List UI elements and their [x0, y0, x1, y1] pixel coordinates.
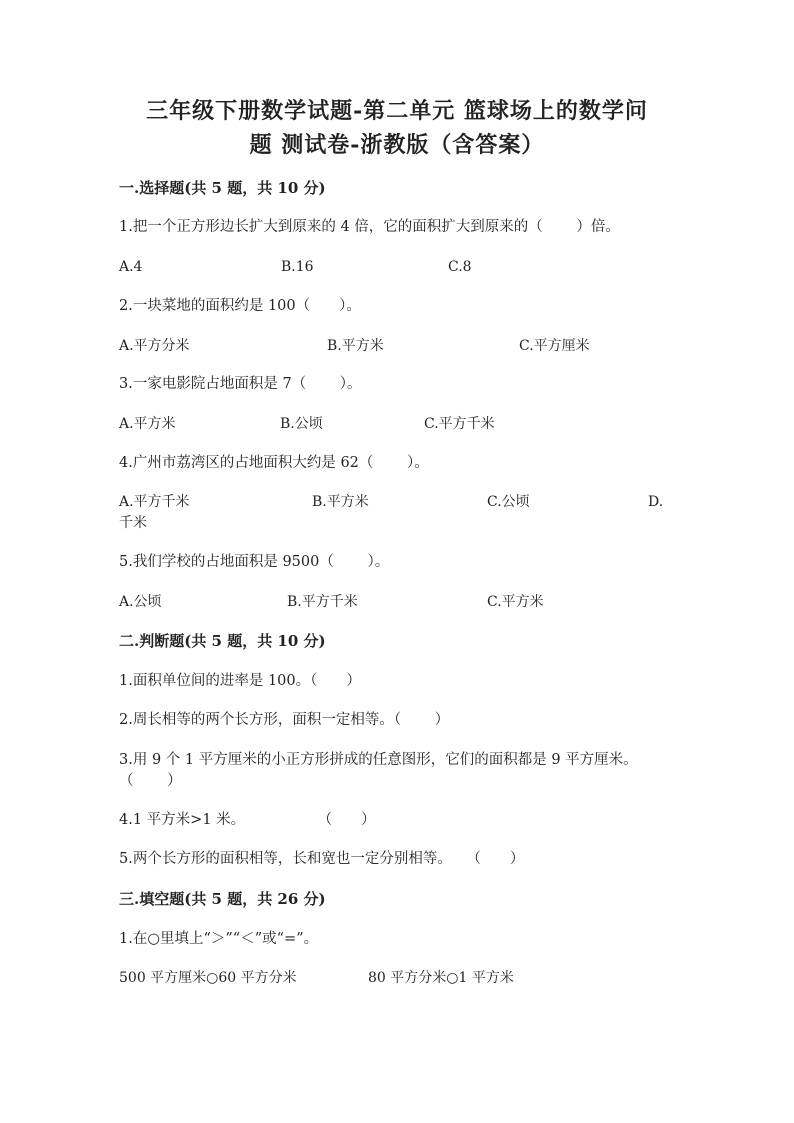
- s1-question-5: 5.我们学校的占地面积是 9500（ ）。: [119, 554, 390, 570]
- s1-q1-option-b: B.16: [281, 259, 314, 275]
- s1-q4-option-b: B.平方米: [312, 494, 369, 510]
- s1-q2-option-b: B.平方米: [327, 338, 384, 354]
- exam-title-line-1: 三年级下册数学试题-第二单元 篮球场上的数学问: [146, 98, 648, 124]
- s3-q1-item-b: 80 平方分米○1 平方米: [368, 970, 514, 986]
- s1-q4-option-d: D.: [648, 494, 664, 510]
- s1-question-1: 1.把一个正方形边长扩大到原来的 4 倍，它的面积扩大到原来的（ ）倍。: [119, 219, 620, 235]
- s1-q5-option-c: C.平方米: [487, 594, 544, 610]
- s1-question-2: 2.一块菜地的面积约是 100（ ）。: [119, 298, 361, 314]
- s2-question-3: 3.用 9 个 1 平方厘米的小正方形拼成的任意图形，它们的面积都是 9 平方厘米。: [119, 752, 638, 768]
- s1-q4-option-c: C.公顷: [487, 494, 530, 510]
- section-1-heading: 一.选择题(共 5 题，共 10 分): [119, 179, 326, 197]
- s1-question-4: 4.广州市荔湾区的占地面积大约是 62（ ）。: [119, 455, 429, 471]
- s1-q2-option-c: C.平方厘米: [519, 338, 590, 354]
- s2-question-3-paren: （ ）: [119, 773, 182, 789]
- s1-q5-option-a: A.公顷: [119, 594, 162, 610]
- s2-question-4: 4.1 平方米>1 米。 （ ）: [119, 812, 376, 828]
- s2-question-5: 5.两个长方形的面积相等，长和宽也一定分别相等。 （ ）: [119, 851, 525, 867]
- s2-question-2: 2.周长相等的两个长方形，面积一定相等。（ ）: [119, 712, 450, 728]
- s1-q2-option-a: A.平方分米: [119, 338, 190, 354]
- s1-q3-option-c: C.平方千米: [424, 416, 495, 432]
- s2-question-1: 1.面积单位间的进率是 100。（ ）: [119, 673, 361, 689]
- s3-q1-item-a: 500 平方厘米○60 平方分米: [119, 970, 297, 986]
- s3-question-1: 1.在○里填上“＞”“＜”或“=”。: [119, 931, 319, 947]
- s1-question-3: 3.一家电影院占地面积是 7（ ）。: [119, 376, 362, 392]
- s1-q1-option-c: C.8: [448, 259, 472, 275]
- s1-q3-option-a: A.平方米: [119, 416, 176, 432]
- s1-q5-option-b: B.平方千米: [287, 594, 358, 610]
- exam-title-line-2: 题 测试卷-浙教版（含答案）: [249, 132, 545, 158]
- section-3-heading: 三.填空题(共 5 题，共 26 分): [119, 890, 326, 908]
- s1-q1-option-a: A.4: [119, 259, 143, 275]
- s1-q4-option-a: A.平方千米: [119, 494, 190, 510]
- s1-q3-option-b: B.公顷: [280, 416, 323, 432]
- section-2-heading: 二.判断题(共 5 题，共 10 分): [119, 632, 326, 650]
- s1-q4-option-d-continued: 千米: [119, 515, 147, 531]
